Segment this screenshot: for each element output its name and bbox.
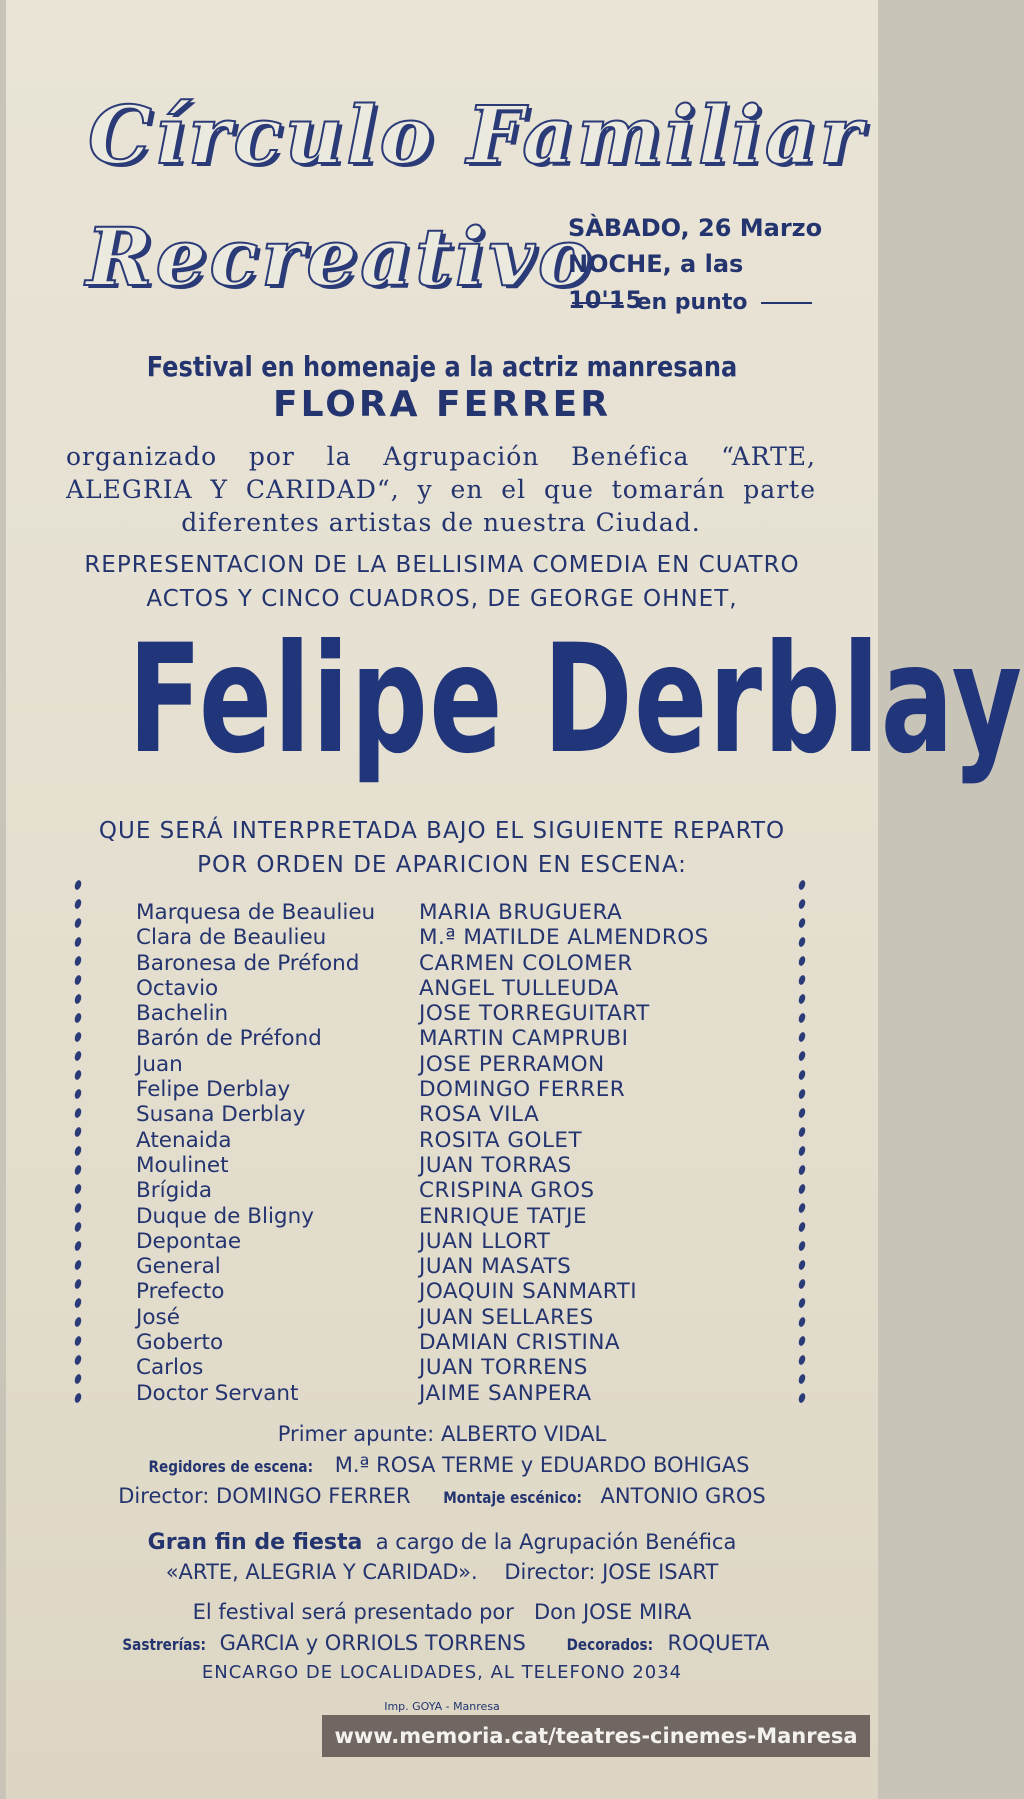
- montaje-label: Montaje escénico:: [442, 1488, 582, 1507]
- cast-actor: MARIA BRUGUERA: [419, 900, 623, 925]
- director-montaje: [6, 1484, 878, 1508]
- decorative-border-right: [796, 880, 808, 1420]
- border-dot: [74, 1354, 83, 1365]
- border-dot: [74, 1278, 83, 1289]
- cast-row: [136, 1178, 796, 1203]
- reparto-line1: QUE SERÁ INTERPRETADA BAJO EL SIGUIENTE REPARTO: [98, 818, 786, 844]
- border-dot: [798, 993, 807, 1004]
- border-dot: [74, 955, 83, 966]
- cast-actor: CRISPINA GROS: [419, 1178, 595, 1204]
- event-date: SÀBADO, 26 Marzo: [568, 214, 823, 242]
- border-dot: [798, 1164, 807, 1175]
- border-dot: [798, 955, 807, 966]
- cast-row: [136, 900, 796, 925]
- cast-role: Barón de Préfond: [136, 1026, 322, 1052]
- cast-actor: M.ª MATILDE ALMENDROS: [419, 925, 709, 951]
- primer-apunte: [6, 1422, 878, 1446]
- play-intro: [6, 548, 878, 616]
- border-dot: [798, 1069, 807, 1080]
- cast-row: [136, 925, 796, 950]
- printer-credit: Imp. GOYA - Manresa: [384, 1700, 500, 1713]
- cast-row: [136, 1279, 796, 1304]
- cast-actor: ANGEL TULLEUDA: [419, 975, 619, 1001]
- border-dot: [798, 1221, 807, 1232]
- cast-actor: JOSE PERRAMON: [419, 1051, 605, 1077]
- presentado-label: El festival será presentado por: [192, 1600, 514, 1624]
- cast-actor: DAMIAN CRISTINA: [419, 1330, 621, 1356]
- cast-actor: JUAN LLORT: [419, 1228, 551, 1254]
- play-intro-line2: ACTOS Y CINCO CUADROS, DE GEORGE OHNET,: [146, 586, 738, 612]
- en-punto-text: en punto: [636, 290, 748, 315]
- reparto-intro: [6, 814, 878, 882]
- cast-role: Goberto: [136, 1330, 224, 1356]
- border-dot: [798, 1202, 807, 1213]
- border-dot: [74, 1050, 83, 1061]
- decorados-label: Decorados:: [566, 1635, 654, 1654]
- fin-fiesta-line2: [6, 1560, 878, 1584]
- border-dot: [798, 974, 807, 985]
- organizer-paragraph: organizado por la Agrupación Benéfica “ARTE, ALEGRIA Y CARIDAD“, y en el que tomarán parte diferentes artistas de nuestra Ciudad.: [66, 442, 816, 537]
- cast-row: [136, 1077, 796, 1102]
- cast-actor: JOAQUIN SANMARTI: [419, 1279, 638, 1305]
- border-dot: [798, 917, 807, 928]
- border-dot: [798, 1335, 807, 1346]
- border-dot: [74, 974, 83, 985]
- border-dot: [74, 936, 83, 947]
- cast-actor: ROSITA GOLET: [419, 1127, 583, 1153]
- poster-title-line1: Círculo Familiar: [88, 88, 865, 182]
- border-dot: [798, 1031, 807, 1042]
- montaje-name: ANTONIO GROS: [600, 1484, 766, 1508]
- border-dot: [74, 1069, 83, 1080]
- cast-role: Duque de Bligny: [136, 1203, 314, 1229]
- border-dot: [798, 879, 807, 890]
- border-dot: [798, 1107, 807, 1118]
- border-dot: [74, 1126, 83, 1137]
- fin-fiesta-director: Director: JOSE ISART: [504, 1560, 719, 1584]
- cast-role: Susana Derblay: [136, 1102, 306, 1128]
- border-dot: [74, 1373, 83, 1384]
- border-dot: [798, 1012, 807, 1023]
- cast-row: [136, 1026, 796, 1051]
- primer-apunte-label: Primer apunte:: [277, 1422, 435, 1446]
- cast-role: Felipe Derblay: [136, 1077, 291, 1103]
- divider-left: [572, 302, 623, 304]
- play-intro-line1: REPRESENTACION DE LA BELLISIMA COMEDIA EN CUATRO: [84, 552, 800, 578]
- cast-row: [136, 1355, 796, 1380]
- border-dot: [74, 879, 83, 890]
- sastrerias-label: Sastrerías:: [121, 1635, 206, 1654]
- border-dot: [74, 1335, 83, 1346]
- sastrerias-names: GARCIA y ORRIOLS TORRENS: [219, 1631, 526, 1655]
- regidores-label: Regidores de escena:: [149, 1457, 314, 1476]
- poster-title-line2: Recreativo: [86, 210, 595, 304]
- cast-role: Bachelin: [136, 1001, 229, 1027]
- border-dot: [74, 1088, 83, 1099]
- cast-actor: ENRIQUE TATJE: [419, 1203, 588, 1229]
- cast-actor: MARTIN CAMPRUBI: [419, 1026, 629, 1052]
- border-dot: [798, 1354, 807, 1365]
- cast-actor: JUAN TORRAS: [419, 1152, 572, 1178]
- cast-role: Carlos: [136, 1355, 204, 1381]
- cast-actor: JUAN SELLARES: [419, 1304, 594, 1330]
- border-dot: [74, 1164, 83, 1175]
- border-dot: [74, 1107, 83, 1118]
- divider-right: [761, 302, 812, 304]
- reparto-line2: POR ORDEN DE APARICION EN ESCENA:: [197, 852, 687, 878]
- cast-row: [136, 1204, 796, 1229]
- event-time: NOCHE, a las 10'15: [568, 250, 744, 314]
- border-dot: [74, 1031, 83, 1042]
- cast-row: [136, 1381, 796, 1406]
- border-dot: [798, 1050, 807, 1061]
- cast-row: [136, 1305, 796, 1330]
- border-dot: [798, 1259, 807, 1270]
- border-dot: [74, 1259, 83, 1270]
- primer-apunte-name: ALBERTO VIDAL: [440, 1422, 607, 1446]
- border-dot: [74, 1145, 83, 1156]
- fin-fiesta-rest: a cargo de la Agrupación Benéfica: [375, 1530, 737, 1554]
- border-dot: [798, 1373, 807, 1384]
- cast-role: Clara de Beaulieu: [136, 925, 327, 951]
- border-dot: [798, 1088, 807, 1099]
- border-dot: [74, 1316, 83, 1327]
- cast-actor: CARMEN COLOMER: [419, 950, 633, 976]
- sastrerias-decorados: [6, 1631, 878, 1655]
- border-dot: [798, 898, 807, 909]
- poster-sheet: [6, 0, 1024, 1799]
- fin-fiesta-group: «ARTE, ALEGRIA Y CARIDAD».: [165, 1560, 478, 1584]
- border-dot: [74, 993, 83, 1004]
- border-dot: [798, 1392, 807, 1403]
- border-dot: [74, 917, 83, 928]
- cast-role: Atenaida: [136, 1127, 232, 1153]
- regidores: [6, 1453, 878, 1477]
- cast-actor: JAIME SANPERA: [419, 1380, 592, 1406]
- fin-fiesta-heading: Gran fin de fiesta: [147, 1530, 363, 1555]
- border-dot: [798, 1145, 807, 1156]
- decorados-name: ROQUETA: [667, 1631, 770, 1655]
- cast-role: Juan: [136, 1051, 183, 1077]
- presentado-name: Don JOSE MIRA: [533, 1600, 692, 1624]
- border-dot: [74, 1202, 83, 1213]
- cast-row: [136, 1254, 796, 1279]
- fin-fiesta-line1: [6, 1530, 878, 1555]
- cast-row: [136, 951, 796, 976]
- cast-row: [136, 1102, 796, 1127]
- border-dot: [798, 1278, 807, 1289]
- border-dot: [74, 1183, 83, 1194]
- cast-row: [136, 976, 796, 1001]
- border-dot: [798, 1316, 807, 1327]
- border-dot: [74, 1012, 83, 1023]
- cast-row: [136, 1128, 796, 1153]
- border-dot: [74, 1392, 83, 1403]
- cast-role: General: [136, 1254, 221, 1280]
- cast-row: [136, 1153, 796, 1178]
- cast-actor: JOSE TORREGUITART: [419, 1001, 650, 1027]
- director-name: DOMINGO FERRER: [216, 1484, 411, 1508]
- border-dot: [74, 1297, 83, 1308]
- cast-row: [136, 1052, 796, 1077]
- cast-list: [136, 900, 796, 1406]
- cast-row: [136, 1330, 796, 1355]
- cast-role: Octavio: [136, 975, 219, 1001]
- cast-row: [136, 1229, 796, 1254]
- encargo-localidades: ENCARGO DE LOCALIDADES, AL TELEFONO 2034: [201, 1662, 683, 1683]
- border-dot: [798, 936, 807, 947]
- festival-tagline: Festival en homenaje a la actriz manresana: [146, 350, 738, 383]
- border-dot: [74, 898, 83, 909]
- cast-role: Depontae: [136, 1228, 242, 1254]
- play-title: Felipe Derblay: [128, 613, 1024, 787]
- cast-role: Moulinet: [136, 1152, 229, 1178]
- border-dot: [798, 1183, 807, 1194]
- cast-role: Prefecto: [136, 1279, 225, 1305]
- border-dot: [798, 1126, 807, 1137]
- cast-row: [136, 1001, 796, 1026]
- cast-role: José: [136, 1304, 180, 1330]
- decorative-border-left: [72, 880, 84, 1420]
- cast-role: Marquesa de Beaulieu: [136, 900, 376, 925]
- cast-role: Brígida: [136, 1178, 213, 1204]
- cast-role: Baronesa de Préfond: [136, 950, 360, 976]
- presentado: [6, 1600, 878, 1624]
- border-dot: [798, 1297, 807, 1308]
- cast-role: Doctor Servant: [136, 1380, 299, 1406]
- border-dot: [74, 1221, 83, 1232]
- regidores-names: M.ª ROSA TERME y EDUARDO BOHIGAS: [334, 1453, 750, 1477]
- cast-actor: JUAN TORRENS: [419, 1355, 588, 1381]
- border-dot: [74, 1240, 83, 1251]
- en-punto: [572, 290, 812, 315]
- watermark-url: www.memoria.cat/teatres-cinemes-Manresa: [322, 1715, 870, 1757]
- cast-actor: JUAN MASATS: [419, 1254, 572, 1280]
- honoree-name: FLORA FERRER: [273, 384, 611, 425]
- director-label: Director:: [118, 1484, 210, 1508]
- cast-actor: DOMINGO FERRER: [419, 1077, 626, 1103]
- border-dot: [798, 1240, 807, 1251]
- cast-actor: ROSA VILA: [419, 1102, 540, 1128]
